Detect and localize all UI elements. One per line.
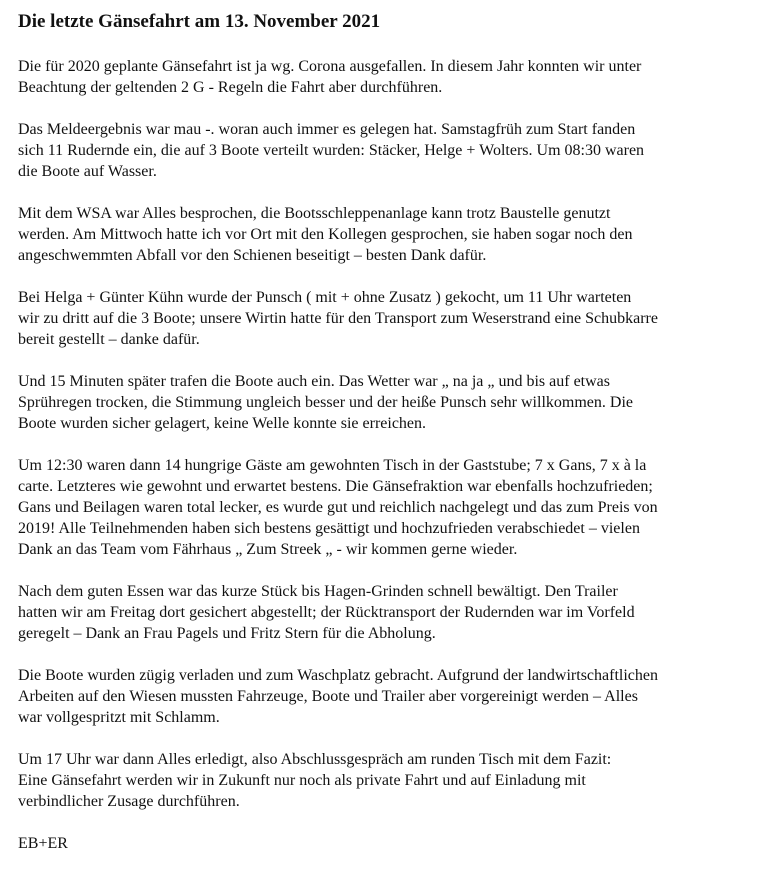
text-line: Arbeiten auf den Wiesen mussten Fahrzeuge, Boote und Trailer aber vorgereinigt werden – Alles — [18, 688, 638, 705]
text-line: Eine Gänsefahrt werden wir in Zukunft nur noch als private Fahrt und auf Einladung mit — [18, 772, 586, 789]
text-line: werden. Am Mittwoch hatte ich vor Ort mit den Kollegen gesprochen, sie haben sogar noch den — [18, 226, 633, 243]
text-line: Um 12:30 waren dann 14 hungrige Gäste am gewohnten Tisch in der Gaststube; 7 x Gans, 7 x à la — [18, 457, 647, 474]
paragraph-3 — [18, 203, 748, 266]
paragraph-6 — [18, 455, 748, 560]
text-line: war vollgespritzt mit Schlamm. — [18, 709, 220, 726]
text-line: Gans und Beilagen waren total lecker, es wurde gut und reichlich nachgelegt und das zum Preis von — [18, 499, 658, 516]
document-body — [18, 56, 748, 812]
text-line: Nach dem guten Essen war das kurze Stück bis Hagen-Grinden schnell bewältigt. Den Trailer — [18, 583, 618, 600]
paragraph-7 — [18, 581, 748, 644]
text-line: sich 11 Rudernde ein, die auf 3 Boote verteilt wurden: Stäcker, Helge + Wolters. Um 08:30 waren — [18, 142, 645, 159]
text-line: Boote wurden sicher gelagert, keine Welle konnte sie erreichen. — [18, 415, 427, 432]
text-line: wir zu dritt auf die 3 Boote; unsere Wirtin hatte für den Transport zum Weserstrand eine Schubkarre — [18, 310, 658, 327]
text-line: bereit gestellt – danke dafür. — [18, 331, 200, 348]
text-line: Sprühregen trocken, die Stimmung ungleich besser und der heiße Punsch sehr willkommen. Die — [18, 394, 633, 411]
text-line: Die für 2020 geplante Gänsefahrt ist ja wg. Corona ausgefallen. In diesem Jahr konnten wir unter — [18, 58, 642, 75]
text-line: Die Boote wurden zügig verladen und zum Waschplatz gebracht. Aufgrund der landwirtschaftlichen — [18, 667, 658, 684]
text-line: Dank an das Team vom Fährhaus „ Zum Streek „ - wir kommen gerne wieder. — [18, 541, 518, 558]
paragraph-2 — [18, 119, 748, 182]
text-line: Und 15 Minuten später trafen die Boote auch ein. Das Wetter war „ na ja „ und bis auf etwas — [18, 373, 610, 390]
paragraph-9 — [18, 749, 748, 812]
signature: EB+ER — [18, 835, 68, 852]
text-line: Mit dem WSA war Alles besprochen, die Bootsschleppenanlage kann trotz Baustelle genutzt — [18, 205, 611, 222]
text-line: geregelt – Dank an Frau Pagels und Fritz Stern für die Abholung. — [18, 625, 436, 642]
text-line: 2019! Alle Teilnehmenden haben sich bestens gesättigt und hochzufrieden verabschiedet – vielen — [18, 520, 640, 537]
text-line: Beachtung der geltenden 2 G - Regeln die Fahrt aber durchführen. — [18, 79, 443, 96]
paragraph-1 — [18, 56, 748, 98]
text-line: verbindlicher Zusage durchführen. — [18, 793, 240, 810]
paragraph-8 — [18, 665, 748, 728]
text-line: hatten wir am Freitag dort gesichert abgestellt; der Rücktransport der Rudernden war im Vorfeld — [18, 604, 635, 621]
paragraph-4 — [18, 287, 748, 350]
text-line: Um 17 Uhr war dann Alles erledigt, also Abschlussgespräch am runden Tisch mit dem Fazit: — [18, 751, 612, 768]
paragraph-5 — [18, 371, 748, 434]
text-line: Bei Helga + Günter Kühn wurde der Punsch ( mit + ohne Zusatz ) gekocht, um 11 Uhr warteten — [18, 289, 632, 306]
text-line: die Boote auf Wasser. — [18, 163, 157, 180]
text-line: Das Meldeergebnis war mau -. woran auch immer es gelegen hat. Samstagfrüh zum Start fanden — [18, 121, 636, 138]
document-title: Die letzte Gänsefahrt am 13. November 2021 — [18, 11, 381, 32]
text-line: angeschwemmten Abfall vor den Schienen beseitigt – besten Dank dafür. — [18, 247, 487, 264]
text-line: carte. Letzteres wie gewohnt und erwartet bestens. Die Gänsefraktion war ebenfalls hochzufrieden; — [18, 478, 653, 495]
